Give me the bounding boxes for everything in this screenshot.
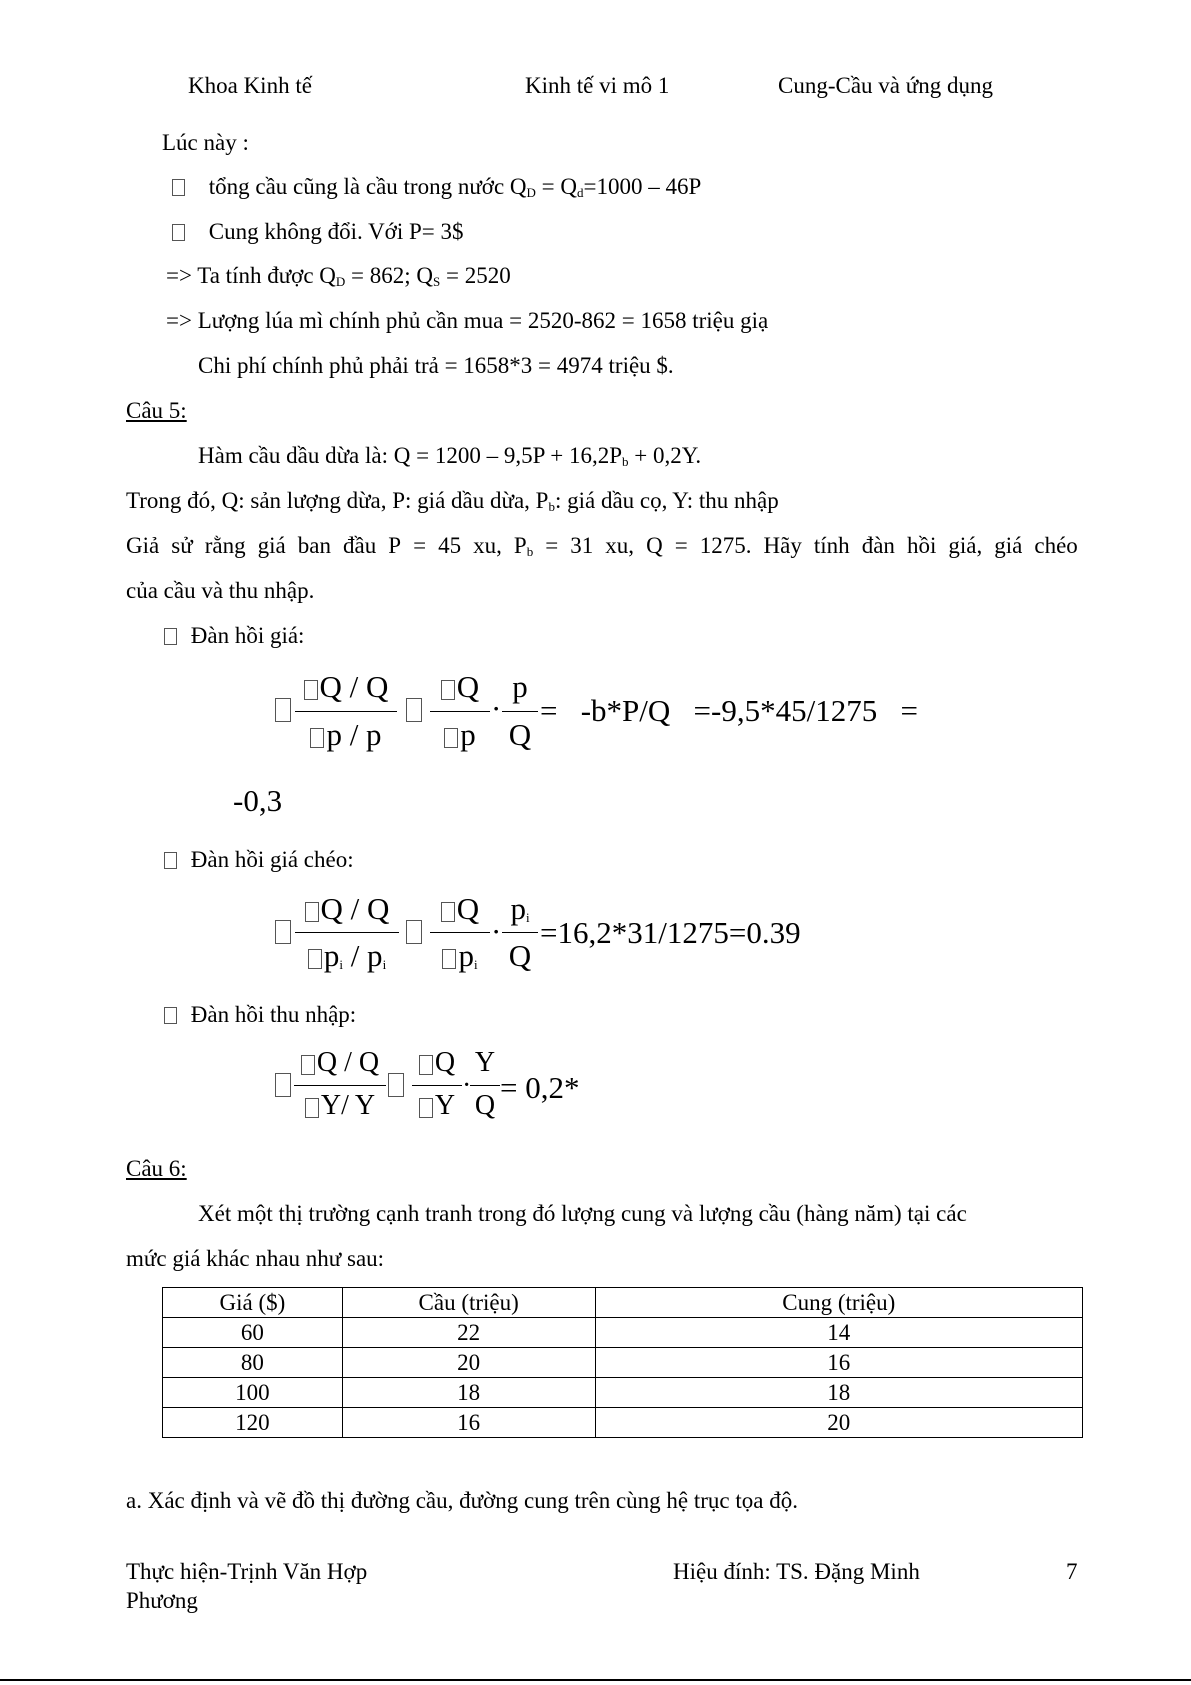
cross-elasticity-rhs: =16,2*31/1275=0.39 (540, 915, 801, 950)
missing-glyph-icon (275, 1073, 291, 1097)
question-5-title: Câu 5: (126, 398, 187, 423)
assumption-line-2: của cầu và thu nhập. (126, 578, 315, 603)
footer-reviewer: Hiệu đính: TS. Đặng Minh (673, 1559, 920, 1584)
cell-supply: 16 (595, 1348, 1082, 1378)
missing-glyph-icon (406, 698, 422, 722)
variable-definitions: Trong đó, Q: sản lượng dừa, P: giá dầu dừa, $P_b$: giá dầu cọ, Y: thu nhập (126, 488, 779, 514)
missing-glyph-icon (388, 1073, 404, 1097)
bullet-box-icon (172, 224, 185, 241)
price-elasticity-rhs: = -b*P/Q =-9,5*45/1275 = (540, 693, 918, 728)
luc-nay-label: Lúc này : (162, 130, 249, 155)
cell-price: 60 (163, 1318, 343, 1348)
cell-demand: 20 (342, 1348, 595, 1378)
cell-demand: 16 (342, 1408, 595, 1438)
page-number: 7 (1066, 1559, 1078, 1584)
page-bottom-rule (0, 1679, 1191, 1681)
cell-price: 120 (163, 1408, 343, 1438)
cell-supply: 20 (595, 1408, 1082, 1438)
result-quantities: => Ta tính được $Q_D = 862$; $Q_S = 2520$ (166, 263, 511, 289)
footer-author-line2: Phương (126, 1588, 198, 1613)
header-chapter: Cung-Cầu và ứng dụng (778, 73, 993, 98)
cell-demand: 22 (342, 1318, 595, 1348)
cell-price: 100 (163, 1378, 343, 1408)
header-faculty: Khoa Kinh tế (188, 73, 312, 98)
footer-author: Thực hiện-Trịnh Văn Hợp (126, 1559, 368, 1584)
bullet-box-icon (164, 628, 177, 645)
table-row (163, 1378, 1083, 1408)
question-6-title: Câu 6: (126, 1156, 187, 1181)
assumption-line: Giả sử rằng giá ban đầu P = 45 xu, $P_b$ = 31 xu, Q = 1275. Hãy tính đàn hồi giá, giá chéo (126, 533, 1078, 559)
bullet-supply-unchanged: Cung không đổi. Với P= 3$ (172, 218, 464, 247)
cell-supply: 14 (595, 1318, 1082, 1348)
cell-supply: 18 (595, 1378, 1082, 1408)
table-row (163, 1348, 1083, 1378)
bullet-box-icon (164, 1007, 177, 1024)
table-row (163, 1408, 1083, 1438)
missing-glyph-icon (275, 920, 291, 944)
supply-demand-table (162, 1287, 1083, 1438)
cell-price: 80 (163, 1348, 343, 1378)
income-elasticity-label: Đàn hồi thu nhập: (164, 1001, 356, 1030)
header-supply: Cung (triệu) (595, 1288, 1082, 1318)
missing-glyph-icon (406, 920, 422, 944)
question-6a: a. Xác định và vẽ đồ thị đường cầu, đường cung trên cùng hệ trục tọa độ. (126, 1488, 798, 1513)
cross-elasticity-label: Đàn hồi giá chéo: (164, 846, 354, 875)
bullet-box-icon (172, 179, 185, 196)
bullet-total-demand: tổng cầu cũng là cầu trong nước $Q_D = Q_d=1000 - 46P$ (172, 173, 701, 202)
result-wheat-purchase: => Lượng lúa mì chính phủ cần mua = 2520-862 = 1658 triệu giạ (166, 308, 769, 333)
price-elasticity-result: -0,3 (233, 783, 283, 818)
table-header-row (163, 1288, 1083, 1318)
price-elasticity-label: Đàn hồi giá: (164, 622, 304, 651)
bullet-box-icon (164, 852, 177, 869)
header-demand: Cầu (triệu) (342, 1288, 595, 1318)
table-row (163, 1318, 1083, 1348)
header-price: Giá ($) (163, 1288, 343, 1318)
header-course: Kinh tế vi mô 1 (525, 73, 670, 98)
question-6-text-line2: mức giá khác nhau như sau: (126, 1246, 385, 1271)
result-government-cost: Chi phí chính phủ phải trả = 1658*3 = 4974 triệu $. (198, 353, 674, 378)
demand-function: Hàm cầu dầu dừa là: $Q = 1200 - 9,5P + 16,2P_b + 0,2Y$. (198, 443, 702, 469)
cell-demand: 18 (342, 1378, 595, 1408)
income-elasticity-rhs: = 0,2* (500, 1070, 580, 1105)
missing-glyph-icon (275, 698, 291, 722)
question-6-text-line1: Xét một thị trường cạnh tranh trong đó lượng cung và lượng cầu (hàng năm) tại các (198, 1201, 967, 1226)
